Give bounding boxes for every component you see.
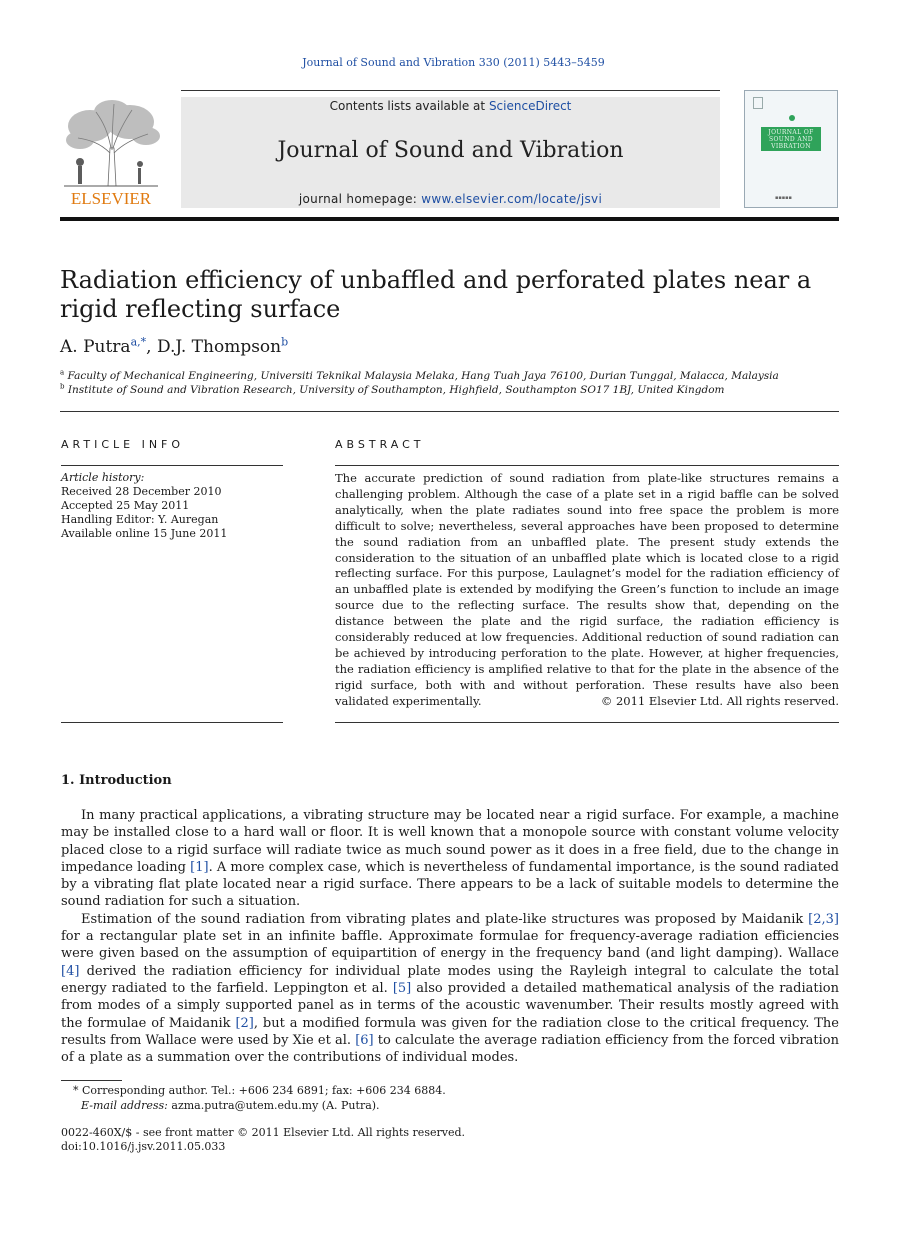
sciencedirect-link[interactable]: ScienceDirect xyxy=(488,99,572,113)
introduction-body xyxy=(61,807,839,1066)
affiliation-mark: b xyxy=(60,382,65,391)
history-editor: Handling Editor: Y. Auregan xyxy=(61,513,219,526)
citation-link[interactable]: [4] xyxy=(61,963,80,979)
intro-text: Estimation of the sound radiation from vibrating plates and plate-like structures was proposed by Maidanik xyxy=(81,911,809,927)
header-top-rule xyxy=(181,90,720,91)
homepage-prefix: journal homepage: xyxy=(298,192,422,206)
author-name[interactable]: A. Putra xyxy=(60,337,131,357)
abstract-text: The accurate prediction of sound radiation from plate-like structures remains a challenging problem. Although the case of a plate set in a rigid baffle can be solved analytically, when the plate radiates sound into free space the problem is more difficult to solve; nevertheless, several approaches have been proposed to determine the sound radiation from an unbaffled plate. The present study extends the consideration to the situation of an unbaffled plate which is located close to a rigid reflecting surface. For this purpose, Laulagnet’s model for the radiation efficiency of an unbaffled plate is extended by modifying the Green’s function to include an image source due to the reflecting surface. The results show that, depending on the distance between the plate and the rigid surface, the radiation efficiency is considerably reduced at low frequencies. Additional reduction of sound radiation can be achieved by introducing perforation to the plate. However, at higher frequencies, the radiation efficiency is amplified relative to that for the plate in the absence of the rigid surface, both with and without perforation. These results have also been validated experimentally. xyxy=(335,471,839,708)
cover-dot-icon xyxy=(789,115,795,121)
citation-link[interactable]: [6] xyxy=(355,1032,374,1048)
elsevier-logo xyxy=(60,98,162,210)
footnote-rule xyxy=(61,1080,122,1081)
abstract-rule xyxy=(335,465,839,466)
citation-link[interactable]: [1] xyxy=(190,859,209,875)
abstract-heading: ABSTRACT xyxy=(335,438,425,451)
intro-text: for a rectangular plate set in an infinite baffle. Approximate formulae for frequency-average radiation efficiencies were given based on the assumption of equipartition of energy in the frequency band (and light damping). Wallace xyxy=(61,929,839,962)
cover-title: JOURNAL OF SOUND AND VIBRATION xyxy=(768,129,814,150)
author-affiliation-marks[interactable]: a,* xyxy=(130,335,147,349)
corresponding-author-note: * Corresponding author. Tel.: +606 234 6891; fax: +606 234 6884. xyxy=(73,1084,446,1097)
email-label: E-mail address: xyxy=(81,1099,168,1112)
cover-publisher-mark: ▪▪▪▪▪ xyxy=(775,195,792,201)
intro-text: In many practical applications, a vibrating structure may be located near a rigid surface. For example, a machine may be installed close to a hard wall or floor. It is well known that a monopole source with constant volume velocity placed close to a rigid surface will radiate twice as much sound power as it does in a free field, due to the change in impedance loading xyxy=(61,808,839,875)
journal-citation[interactable]: Journal of Sound and Vibration 330 (2011) 5443–5459 xyxy=(302,56,605,69)
introduction-heading: 1. Introduction xyxy=(61,773,172,788)
elsevier-wordmark: ELSEVIER xyxy=(70,189,152,208)
doi-note[interactable]: doi:10.1016/j.jsv.2011.05.033 xyxy=(61,1140,226,1153)
contents-line xyxy=(181,99,720,113)
history-received: Received 28 December 2010 xyxy=(61,485,222,498)
article-title: Radiation efficiency of unbaffled and perforated plates near a rigid reflecting surface xyxy=(60,266,812,323)
journal-homepage-line xyxy=(181,192,720,206)
cover-emblem-icon xyxy=(753,97,763,109)
affiliation-a xyxy=(60,370,839,382)
article-info-bottom-rule xyxy=(61,722,283,723)
front-matter-note: 0022-460X/$ - see front matter © 2011 Elsevier Ltd. All rights reserved. xyxy=(61,1126,465,1139)
article-info-rule xyxy=(61,465,283,466)
affiliation-text: Institute of Sound and Vibration Research, University of Southampton, Highfield, Southampton SO17 1BJ, United Kingdom xyxy=(67,384,725,396)
intro-text: also provided a detailed mathematical analysis of the radiation from modes of a simply supported panel as in terms of the acoustic wavenumber. Their results mostly agreed with the formulae of Maidanik xyxy=(61,980,839,1031)
intro-text: to calculate the average radiation efficiency from the forced vibration of a plate as a summation over the contributions of individual modes. xyxy=(61,1032,839,1066)
author-name[interactable]: D.J. Thompson xyxy=(156,337,282,357)
title-block-rule xyxy=(60,411,839,412)
abstract-bottom-rule xyxy=(335,722,839,723)
history-online: Available online 15 June 2011 xyxy=(61,527,228,540)
author-separator: , xyxy=(146,337,157,357)
author-affiliation-marks[interactable]: b xyxy=(281,335,289,349)
email-note xyxy=(61,1099,860,1113)
article-info-heading: ARTICLE INFO xyxy=(61,438,185,451)
history-accepted: Accepted 25 May 2011 xyxy=(61,499,190,512)
citation-link[interactable]: [2] xyxy=(235,1015,254,1031)
article-history xyxy=(61,471,283,541)
affiliation-mark: a xyxy=(60,368,65,377)
intro-text: derived the radiation efficiency for individual plate modes using the Rayleigh integral to calculate the total energy radiated to the farfield. Leppington et al. xyxy=(61,963,839,996)
contents-prefix: Contents lists available at xyxy=(329,99,489,113)
intro-text: . A more complex case, which is nevertheless of fundamental importance, is the sound radiated by a vibrating flat plate located near a rigid surface. There appears to be a lack of suitable models to determine the sound radiation for such a situation. xyxy=(61,859,840,910)
intro-paragraph-2 xyxy=(61,911,839,1067)
email-address[interactable]: azma.putra@utem.edu.my (A. Putra). xyxy=(167,1099,380,1112)
affiliation-text: Faculty of Mechanical Engineering, Universiti Teknikal Malaysia Melaka, Hang Tuah Jaya 76100, Durian Tunggal, Malacca, Malaysia xyxy=(67,370,779,382)
abstract-copyright: © 2011 Elsevier Ltd. All rights reserved. xyxy=(600,694,839,708)
intro-text: , but a modified formula was given for the radiation close to the critical frequency. The results from Wallace were used by Xie et al. xyxy=(61,1015,839,1048)
intro-paragraph-1 xyxy=(61,807,839,911)
journal-title: Journal of Sound and Vibration xyxy=(277,138,624,163)
homepage-link[interactable]: www.elsevier.com/locate/jsvi xyxy=(421,192,603,206)
journal-cover-thumbnail[interactable] xyxy=(744,90,838,208)
affiliation-b xyxy=(60,384,839,396)
author-list xyxy=(60,337,839,357)
elsevier-tree-icon xyxy=(60,98,162,188)
citation-link[interactable]: [5] xyxy=(392,980,412,996)
article-history-label: Article history: xyxy=(61,471,145,484)
header-thick-rule xyxy=(60,217,839,221)
citation-link[interactable]: [2,3] xyxy=(808,911,839,927)
